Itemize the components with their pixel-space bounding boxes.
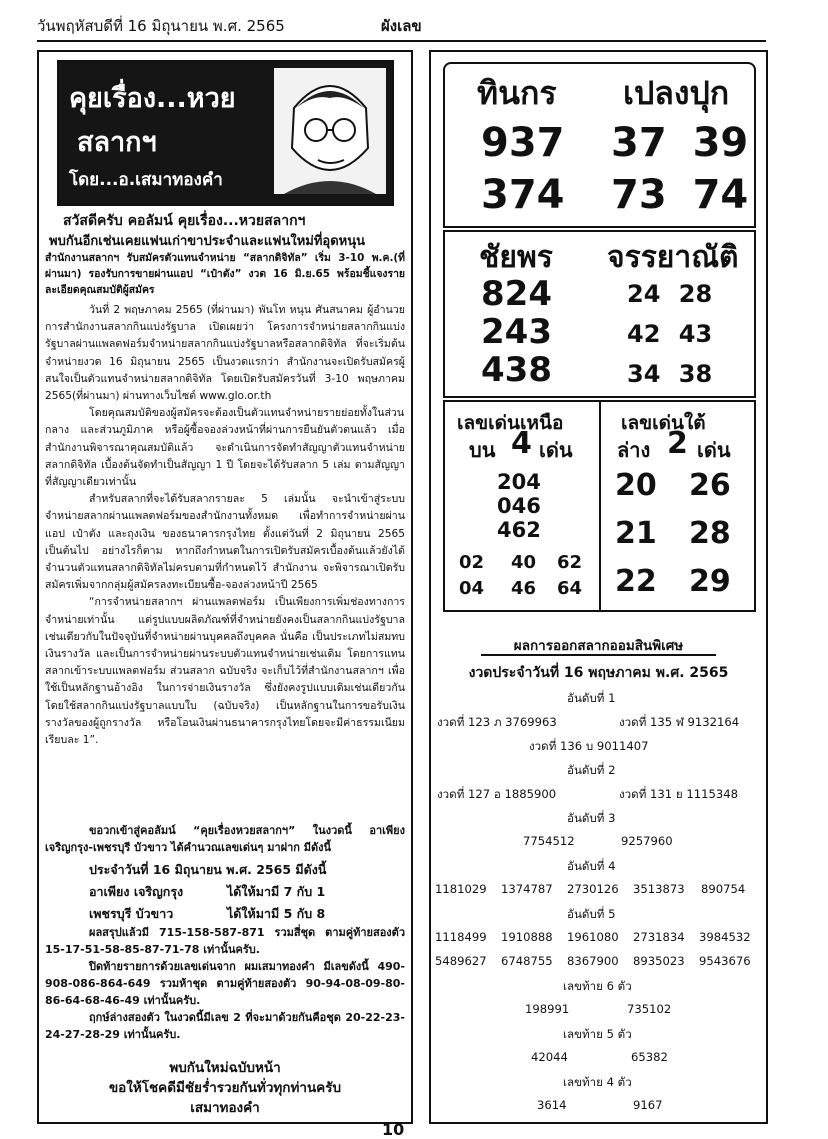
result-number: 8367900 (567, 954, 619, 968)
upper-subheading-c: เด่น (539, 438, 573, 462)
upper-subheading-b: 4 (511, 426, 532, 461)
two-digit-number: 21 (615, 516, 657, 551)
columnist-portrait (274, 68, 386, 194)
signoff-1: พบกันใหม่ฉบับหน้า (169, 1060, 281, 1076)
last-six-label: เลขท้าย 6 ตัว (563, 979, 632, 993)
lower-subheading-b: 2 (667, 426, 688, 461)
paragraph-3: สำหรับสลากที่จะได้รับสลากรายละ 5 เล่มนั้น จะนำเข้าสู่ระบบจำหน่ายสลากผ่านแพลตฟอร์มของสำนักงานทั้งหมด เพื่อทำการจำหน่ายผ่านแอป เป๋าตัง และถุงเงิน ของธนาคารกรุงไทย ตั้งแต่วันที่ 2 มิถุนายน 2565 เป็นต้นไป อย่างไรก็ตาม หากถึงกำหนดในการเปิดรับสมัครเบื้องต้นแล้วยังได้จำนวนตัวแทนสลากดิจิทัลไม่ครบตามที่กำหนดไว้ สำนักงาน จะพิจารณาเปิดรับสมัครเพิ่มจากกลุ่มผู้สมัครลงทะเบียนซื้อ-จองล่วงหน้าปี 2565 (45, 493, 405, 592)
result-number: 1374787 (501, 882, 553, 896)
upper-heading: เลขเด่นเหนือ (457, 412, 564, 434)
two-digit-pair: 73 74 (611, 172, 749, 218)
two-digit-number: 40 (511, 552, 537, 573)
column-greeting: สวัสดีครับ คอลัมน์ คุยเรื่อง...หวยสลากฯ (63, 213, 306, 229)
closing-paragraph-2: ฤกษ์ล่างสองตัว ในงวดนี้มีเลข 2 ที่จะมาด้วยกันคือชุด 20-22-23-24-27-28-29 เท่านั้นครับ. (45, 1011, 405, 1041)
result-number: 3614 (537, 1098, 567, 1112)
two-digit-pair: 24 28 (627, 280, 713, 308)
result-entry: งวดที่ 127 อ 1885900 (437, 787, 557, 801)
paragraph-2: โดยคุณสมบัติของผู้สมัครจะต้องเป็นตัวแทนจำหน่ายรายย่อยทั้งในส่วนกลาง และส่วนภูมิภาค หรือผู้ซื้อจองล่วงหน้าที่ผ่านการยืนยันตัวตนแล้ว เมื่อสำนักงานพิจารณาคุณสมบัติแล้ว จะดำเนินการจัดทำสัญญาตัวแทนจำหน่ายสลากดิจิทัล เบื้องต้นจัดทำเป็นสัญญา 1 ปี โดยจะได้รับสลาก 5 เล่ม ตามสัญญาที่สัญญาเดียวเท่านั้น (45, 407, 405, 489)
result-number: 3513873 (633, 882, 685, 896)
picks-intro (45, 822, 405, 856)
issue-date: วันพฤหัสบดีที่ 16 มิถุนายน พ.ศ. 2565 (37, 17, 285, 35)
box-divider (599, 402, 601, 610)
paragraph-4: “การจำหน่ายสลากฯ ผ่านแพลตฟอร์ม เป็นเพียงการเพิ่มช่องทางการจำหน่ายเท่านั้น แต่รูปแบบผลิตภัณฑ์ที่จำหน่ายยังคงเป็นสลากกินแบ่งรัฐบาล เช่นเดียวกับในปัจจุบันที่จำหน่ายผ่านบุคคลถึงบุคคล นั่นคือ เป็นประเภทไม่สมทบเงินรางวัล และเป็นการจำหน่ายผ่านระบบตัวแทนจำหน่ายเช่นเดิม โดยการแทนสลากเข้าระบบแพลตฟอร์ม ส่วนสลาก ฉบับจริง จะเก็บไว้ที่สำนักงานสลากฯ เพื่อใช้เป็นหลักฐานอ้างอิง ในการจ่ายเงินรางวัล ซึ่งยังคงรูปแบบเดิมเช่นเดียวกัน โดยใช้สลากกินแบ่งรัฐบาลแบบใบ (ฉบับจริง) เป็นหลักฐานในการขอรับเงินรางวัลของผู้ถูกรางวัล หรือโอนเงินผ่านธนาคารกรุงไทยโดยจะมีค่าธรรมเนียมเรียบละ 1”. (45, 596, 405, 747)
three-digit-number: 204 (497, 470, 541, 494)
two-digit-pair: 42 43 (627, 320, 713, 348)
three-digit-number: 046 (497, 494, 541, 518)
result-number: 9543676 (699, 954, 751, 968)
lower-subheading-c: เด่น (697, 438, 731, 462)
result-number: 1910888 (501, 930, 553, 944)
two-digit-pair: 34 38 (627, 360, 713, 388)
result-number: 9257960 (621, 834, 673, 848)
forecaster-name-1: ทินกร (477, 74, 557, 112)
header-rule (37, 40, 766, 42)
two-digit-number: 28 (689, 516, 731, 551)
pick-1-name: อาเพียง เจริญกรุง (89, 884, 184, 899)
three-digit-number: 438 (481, 350, 552, 390)
result-number: 1961080 (567, 930, 619, 944)
rank-label-1: อันดับที่ 1 (567, 691, 616, 705)
result-entry: งวดที่ 131 ย 1115348 (619, 787, 738, 801)
prediction-box-3 (443, 400, 756, 612)
paragraph-1: วันที่ 2 พฤษภาคม 2565 (ที่ผ่านมา) พันโท หนุน ศันสนาคม ผู้อำนวยการสำนักงานสลากกินแบ่งรัฐบาล เปิดเผยว่า โครงการจำหน่ายสลากกินแบ่งรัฐบาลผ่านแพลตฟอร์มจำหน่ายสลากกินแบ่งรัฐบาลหรือสลากดิจิทัล ที่จะเริ่มต้นจำหน่ายงวด 16 มิถุนายน 2565 เป็นงวดแรกว่า สำนักงานจะเปิดรับสมัครผู้สนใจเป็นตัวแทนจำหน่ายสลากดิจิทัล โดยเปิดรับสมัครวันที่ 3-10 พฤษภาคม 2565(ที่ผ่านมา) ผ่านทางเว็บไซต์ www.glo.or.th (45, 304, 405, 403)
banner-byline: โดย...อ.เสมาทองคำ (69, 170, 223, 190)
two-digit-number: 02 (459, 552, 485, 573)
upper-subheading-a: บน (469, 438, 496, 462)
result-entry: งวดที่ 123 ภ 3769963 (437, 715, 557, 729)
rank-label-3: อันดับที่ 3 (567, 811, 616, 825)
lower-subheading-a: ล่าง (617, 438, 651, 462)
paragraph-5: ขอวกเข้าสู่คอลัมน์ “คุยเรื่องหวยสลากฯ” ในงวดนี้ อาเพียง เจริญกรุง-เพชรบุรี บัวขาว ได้คำนวณเลขเด่นๆ มาฝาก มีดังนี้ (45, 824, 405, 854)
result-number: 1118499 (435, 930, 487, 944)
result-entry: งวดที่ 136 บ 9011407 (529, 739, 649, 753)
closing-paragraph-1: ปิดท้ายรายการด้วยเลขเด่นจาก ผมเสมาทองคำ มีเลขดังนี้ 490-908-086-864-649 รวมห้าชุด ตามคู่ท้ายสองตัว 90-94-08-09-80-86-64-68-46-49 เท่านั้นครับ. (45, 960, 405, 1007)
column-banner (57, 60, 394, 206)
section-title: ผังเลข (381, 17, 422, 35)
three-digit-number: 243 (481, 312, 552, 352)
prediction-box-2 (443, 230, 756, 398)
rank-label-4: อันดับที่ 4 (567, 859, 616, 873)
forecaster-name-3: ชัยพร (479, 240, 553, 275)
three-digit-number: 824 (481, 274, 552, 314)
results-title: ผลการออกสลากออมสินพิเศษ (513, 638, 684, 654)
result-number: 8935023 (633, 954, 685, 968)
three-digit-number: 374 (481, 172, 565, 218)
rank-label-5: อันดับที่ 5 (567, 907, 616, 921)
result-number: 5489627 (435, 954, 487, 968)
banner-title-2: สลากฯ (77, 127, 157, 158)
result-number: 9167 (633, 1098, 663, 1112)
caricature-icon (274, 68, 386, 194)
signoff-3: เสมาทองคำ (190, 1100, 260, 1116)
result-number: 735102 (627, 1002, 672, 1016)
prediction-box-1 (443, 62, 756, 228)
two-digit-number: 46 (511, 578, 537, 599)
result-number: 6748755 (501, 954, 553, 968)
result-number: 3984532 (699, 930, 751, 944)
two-digit-number: 20 (615, 468, 657, 503)
forecaster-name-2: เปลงปุก (623, 74, 730, 112)
two-digit-number: 22 (615, 564, 657, 599)
picks-summary (45, 924, 405, 1043)
lower-heading: เลขเด่นใต้ (621, 412, 706, 434)
last-five-label: เลขท้าย 5 ตัว (563, 1027, 632, 1041)
two-digit-number: 26 (689, 468, 731, 503)
two-digit-number: 64 (557, 578, 583, 599)
result-number: 1181029 (435, 882, 487, 896)
result-number: 65382 (631, 1050, 668, 1064)
pick-2-name: เพชรบุรี บัวขาว (89, 906, 174, 921)
two-digit-number: 62 (557, 552, 583, 573)
column-predictions-results (429, 50, 768, 1124)
rank-label-2: อันดับที่ 2 (567, 763, 616, 777)
column-article (37, 50, 413, 1124)
two-digit-number: 04 (459, 578, 485, 599)
result-number: 7754512 (523, 834, 575, 848)
results-title-rule (481, 654, 716, 656)
summary-paragraph: ผลสรุปแล้วมี 715-158-587-871 รวมสี่ชุด ตามคู่ท้ายสองตัว 15-17-51-58-85-87-71-78 เท่านั้นครับ. (45, 926, 405, 956)
page-number: 10 (382, 1120, 405, 1139)
result-number: 198991 (525, 1002, 570, 1016)
result-number: 890754 (701, 882, 746, 896)
result-number: 2730126 (567, 882, 619, 896)
results-date: งวดประจำวันที่ 16 พฤษภาคม พ.ศ. 2565 (468, 665, 729, 681)
two-digit-number: 29 (689, 564, 731, 599)
result-number: 42044 (531, 1050, 568, 1064)
pick-2-value: ได้ให้มามี 5 กับ 8 (227, 906, 326, 921)
three-digit-number: 937 (481, 120, 565, 166)
draw-date-line: ประจำวันที่ 16 มิถุนายน พ.ศ. 2565 มีดังนี้ (89, 862, 327, 877)
banner-title-1: คุยเรื่อง...หวย (69, 83, 236, 114)
result-entry: งวดที่ 135 ฬ 9132164 (619, 715, 740, 729)
result-number: 2731834 (633, 930, 685, 944)
two-digit-pair: 37 39 (611, 120, 749, 166)
column-subtitle: พบกันอีกเช่นเคยแฟนเก่าขาประจำและแฟนใหม่ที่อุดหนุน (49, 234, 366, 249)
last-four-label: เลขท้าย 4 ตัว (563, 1075, 632, 1089)
signoff-2: ขอให้โชคดีมีชัยร่ำรวยกันทั่วทุกท่านครับ (108, 1080, 342, 1096)
forecaster-name-4: จรรยาณัติ (607, 240, 739, 275)
article-lead: สำนักงานสลากฯ รับสมัครตัวแทนจำหน่าย “สลากดิจิทัล” เริ่ม 3-10 พ.ค.(ที่ผ่านมา) รองรับการขายผ่านแอป “เป๋าตัง” งวด 16 มิ.ย.65 พร้อมชี้แจงรายละเอียดคุณสมบัติผู้สมัคร (45, 252, 405, 296)
three-digit-number: 462 (497, 518, 541, 542)
pick-1-value: ได้ให้มามี 7 กับ 1 (227, 884, 326, 899)
article-body (45, 302, 405, 749)
